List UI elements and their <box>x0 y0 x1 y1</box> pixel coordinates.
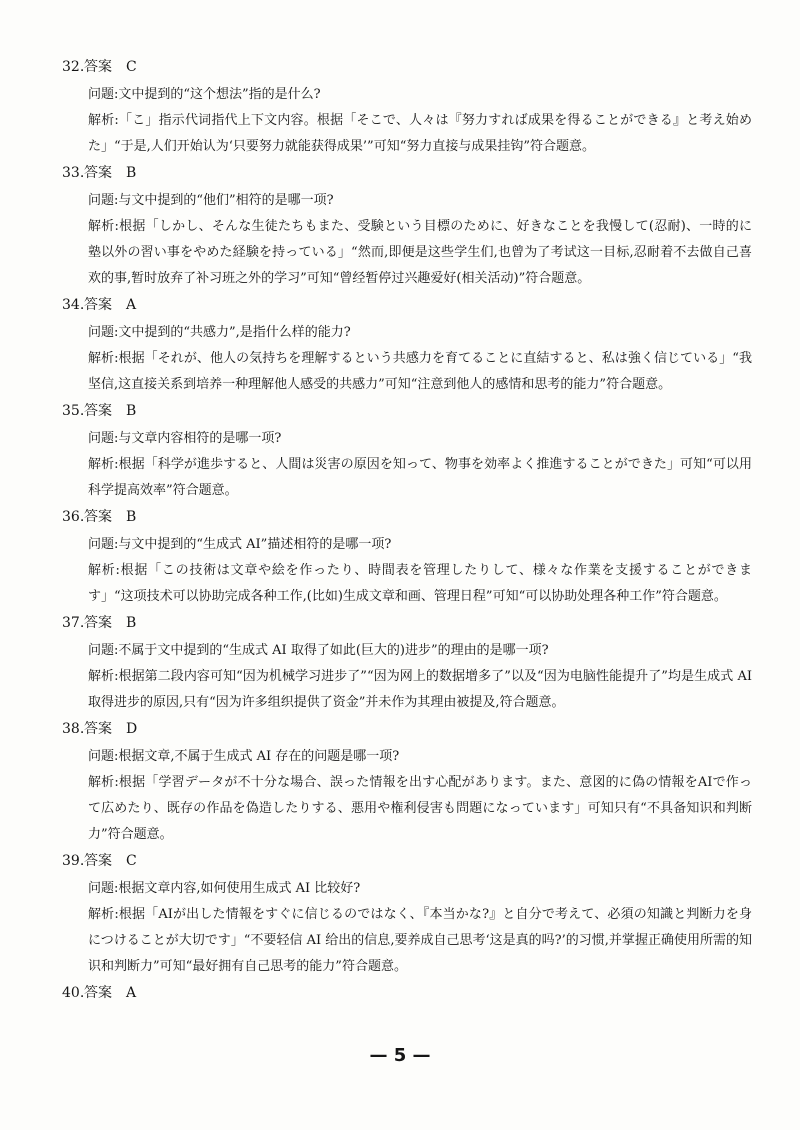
answer-label: 答案 <box>84 721 112 737</box>
answer-label: 答案 <box>84 403 112 419</box>
question-text: 问题:根据文章,不属于生成式 AI 存在的问题是哪一项? <box>88 749 400 764</box>
item-number: 37. <box>62 615 85 631</box>
answer-header <box>62 58 752 76</box>
question-text: 问题:与文中提到的“他们”相符的是哪一项? <box>88 193 334 208</box>
explanation-text: 解析:根据「しかし、そんな生徒たちもまた、受験という目標のために、好きなことを我慢して(忍耐)、一時的に塾以外の習い事をやめた経験を持っている」“然而,即便是这些学生们,也曾为了考试这一目标,忍耐着不去做自己喜欢的事,暂时放弃了补习班之外的学习”可知“曾经暂停过兴趣爱好(相关活动)”符合题意。 <box>88 219 752 286</box>
question-text: 问题:文中提到的“这个想法”指的是什么? <box>88 87 321 102</box>
item-number: 33. <box>62 165 85 181</box>
explanation-text: 解析:根据「AIが出した情報をすぐに信じるのではなく、『本当かな?』と自分で考えて、必須の知識と判断力を身につけることが大切です」“不要轻信 AI 给出的信息,要养成自己思考‘这是真的吗?’的习惯,并掌握正确使用所需的知识和判断力”可知“最好拥有自己思考的能力”符合题意。 <box>88 907 752 974</box>
answer-letter: B <box>126 509 137 525</box>
answer-header <box>62 164 752 182</box>
answer-label: 答案 <box>84 59 112 75</box>
answer-header <box>62 852 752 870</box>
answer-label: 答案 <box>84 297 112 313</box>
answer-letter: C <box>126 853 137 869</box>
page-number: — 5 — <box>369 1045 431 1066</box>
item-number: 32. <box>62 59 85 75</box>
answer-list <box>62 55 752 1008</box>
answer-label: 答案 <box>84 165 112 181</box>
answer-letter: B <box>126 615 137 631</box>
item-number: 39. <box>62 853 85 869</box>
item-number: 34. <box>62 297 85 313</box>
item-number: 40. <box>62 985 85 1001</box>
answer-header <box>62 402 752 420</box>
item-number: 36. <box>62 509 85 525</box>
answer-letter: B <box>126 165 137 181</box>
explanation-text: 解析:根据「この技術は文章や絵を作ったり、時間表を管理したりして、様々な作業を支援することができます」“这项技术可以协助完成各种工作,(比如)生成文章和画、管理日程”可知“可以协助处理各种工作”符合题意。 <box>88 563 752 604</box>
explanation-text: 解析:根据「科学が進歩すると、人間は災害の原因を知って、物事を効率よく推進することができた」可知“可以用科学提高效率”符合题意。 <box>88 457 752 498</box>
answer-label: 答案 <box>84 615 112 631</box>
answer-header <box>62 720 752 738</box>
answer-letter: A <box>126 297 137 313</box>
explanation-text: 解析:根据「学習データが不十分な場合、誤った情報を出す心配があります。また、意図的に偽の情報をAIで作って広めたり、既存の作品を偽造したりする、悪用や権利侵害も問題になっています」可知只有“不具备知识和判断力”符合题意。 <box>88 775 752 842</box>
answer-label: 答案 <box>84 509 112 525</box>
answer-label: 答案 <box>84 985 112 1001</box>
item-number: 38. <box>62 721 85 737</box>
question-text: 问题:根据文章内容,如何使用生成式 AI 比较好? <box>88 881 361 896</box>
answer-header <box>62 614 752 632</box>
answer-header <box>62 508 752 526</box>
explanation-text: 解析:「こ」指示代词指代上下文内容。根据「そこで、人々は『努力すれば成果を得ることができる』と考え始めた」“于是,人们开始认为‘只要努力就能获得成果’”可知“努力直接与成果挂钩”符合题意。 <box>88 113 752 154</box>
item-number: 35. <box>62 403 85 419</box>
question-text: 问题:与文中提到的“生成式 AI”描述相符的是哪一项? <box>88 537 392 552</box>
answer-header <box>62 296 752 314</box>
question-text: 问题:不属于文中提到的“生成式 AI 取得了如此(巨大的)进步”的理由的是哪一项? <box>88 643 549 658</box>
answer-header <box>62 984 752 1002</box>
answer-letter: C <box>126 59 137 75</box>
explanation-text: 解析:根据第二段内容可知“因为机械学习进步了”“因为网上的数据增多了”以及“因为电脑性能提升了”均是生成式 AI 取得进步的原因,只有“因为许多组织提供了资金”并未作为其理由被提及,符合题意。 <box>88 669 752 710</box>
question-text: 问题:文中提到的“共感力”,是指什么样的能力? <box>88 325 351 340</box>
answer-label: 答案 <box>84 853 112 869</box>
answer-letter: B <box>126 403 137 419</box>
answer-letter: D <box>126 721 138 737</box>
question-text: 问题:与文章内容相符的是哪一项? <box>88 431 282 446</box>
explanation-text: 解析:根据「それが、他人の気持ちを理解するという共感力を育てることに直結すると、私は強く信じている」“我坚信,这直接关系到培养一种理解他人感受的共感力”可知“注意到他人的感情和思考的能力”符合题意。 <box>88 351 752 392</box>
answer-letter: A <box>126 985 137 1001</box>
